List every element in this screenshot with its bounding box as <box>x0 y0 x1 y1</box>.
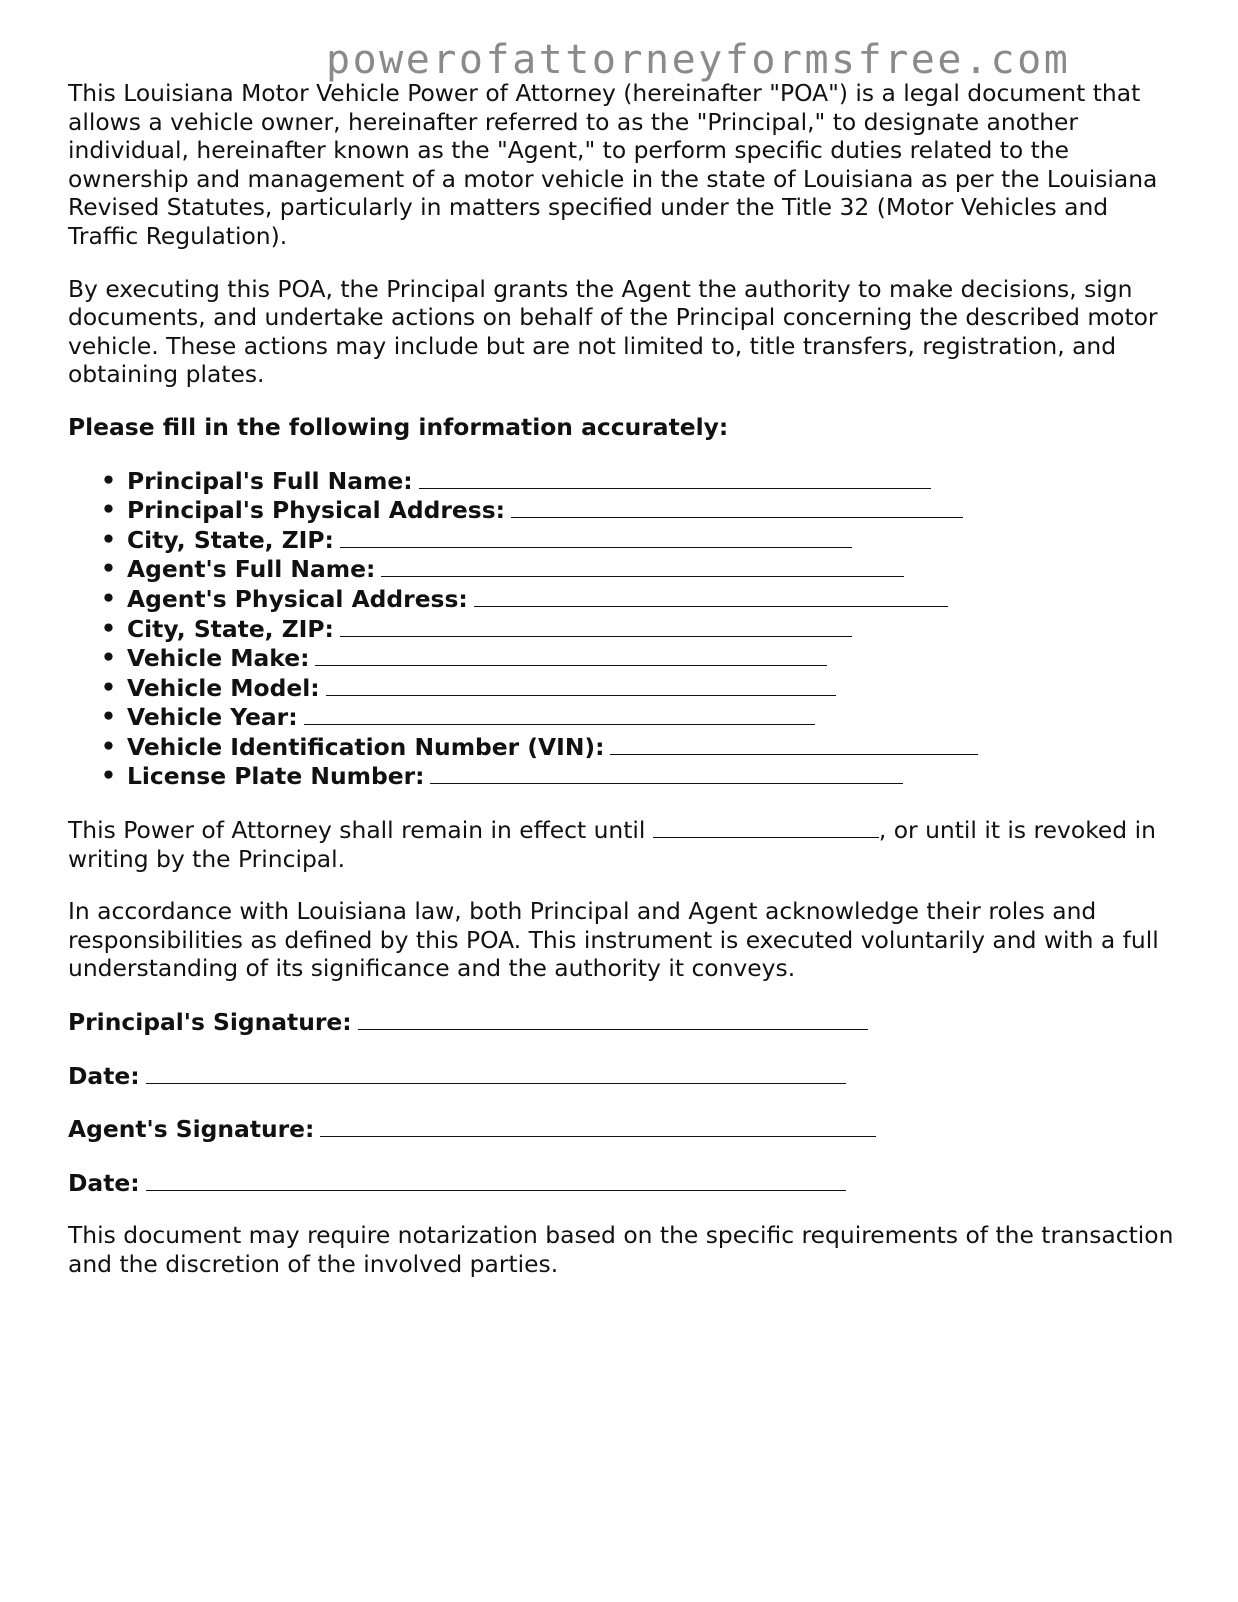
effect-paragraph <box>68 815 1183 873</box>
principal-address-field[interactable] <box>511 495 963 518</box>
field-label-principal-address: Principal's Physical Address: <box>127 496 505 525</box>
license-plate-field[interactable] <box>430 761 903 784</box>
bullet-icon: • <box>101 613 116 642</box>
intro-paragraph-1: This Louisiana Motor Vehicle Power of Attorney (hereinafter "POA") is a legal document that allows a vehicle owner, hereinafter referred to as the "Principal," to designate another individual, hereinafter known as the "Agent," to perform specific duties related to the ownership and management of a motor vehicle in the state of Louisiana as per the Louisiana Revised Statutes, particularly in matters specified under the Title 32 (Motor Vehicles and Traffic Regulation). <box>68 79 1158 250</box>
list-item <box>68 525 1183 555</box>
form-heading: Please fill in the following information accurately: <box>68 412 729 441</box>
bullet-icon: • <box>101 524 116 553</box>
intro-paragraph-2: By executing this POA, the Principal grants the Agent the authority to make decisions, sign documents, and undertake actions on behalf of the Principal concerning the described motor vehicle. These actions may include but are not limited to, title transfers, registration, and obtaining plates. <box>68 274 1158 389</box>
list-item <box>68 466 1183 496</box>
field-label-license-plate: License Plate Number: <box>127 762 425 791</box>
list-item <box>68 495 1183 525</box>
principal-date-field[interactable] <box>146 1061 846 1084</box>
principal-signature-label: Principal's Signature: <box>68 1008 352 1037</box>
watermark: powerofattorneyformsfree.com <box>326 37 1071 83</box>
effect-text-after: , or until it is revoked in writing by the Principal. <box>68 816 1156 873</box>
notarization-paragraph: This document may require notarization based on the specific requirements of the transaction and the discretion of the involved parties. <box>68 1221 1174 1278</box>
field-label-vehicle-model: Vehicle Model: <box>127 673 320 702</box>
document-body <box>68 79 1183 1303</box>
agent-name-field[interactable] <box>381 554 904 577</box>
field-label-agent-city-state-zip: City, State, ZIP: <box>127 614 334 643</box>
effect-until-date-field[interactable] <box>653 815 879 838</box>
field-label-principal-city-state-zip: City, State, ZIP: <box>127 525 334 554</box>
field-list <box>68 466 1183 792</box>
agent-address-field[interactable] <box>474 584 948 607</box>
acknowledgment-paragraph: In accordance with Louisiana law, both Principal and Agent acknowledge their roles and responsibilities as defined by this POA. This instrument is executed voluntarily and with a full understanding of its significance and the authority it conveys. <box>68 897 1159 983</box>
vin-field[interactable] <box>610 732 978 755</box>
list-item <box>68 554 1183 584</box>
list-item <box>68 643 1183 673</box>
principal-signature-field[interactable] <box>358 1007 868 1030</box>
field-label-agent-name: Agent's Full Name: <box>127 555 376 584</box>
effect-text-before: This Power of Attorney shall remain in effect until <box>68 816 653 845</box>
principal-date-line <box>68 1061 1183 1091</box>
list-item <box>68 761 1183 791</box>
bullet-icon: • <box>101 761 116 790</box>
vehicle-model-field[interactable] <box>326 673 836 696</box>
agent-signature-line <box>68 1114 1183 1144</box>
agent-signature-label: Agent's Signature: <box>68 1115 315 1144</box>
list-item <box>68 702 1183 732</box>
agent-date-label: Date: <box>68 1168 140 1197</box>
principal-name-field[interactable] <box>419 466 931 489</box>
agent-signature-field[interactable] <box>320 1114 876 1137</box>
bullet-icon: • <box>101 702 116 731</box>
bullet-icon: • <box>101 583 116 612</box>
principal-date-label: Date: <box>68 1061 140 1090</box>
field-label-agent-address: Agent's Physical Address: <box>127 584 468 613</box>
field-label-principal-name: Principal's Full Name: <box>127 466 413 495</box>
list-item <box>68 584 1183 614</box>
vehicle-make-field[interactable] <box>315 643 827 666</box>
field-label-vin: Vehicle Identification Number (VIN): <box>127 732 605 761</box>
bullet-icon: • <box>101 672 116 701</box>
principal-city-state-zip-field[interactable] <box>340 525 852 548</box>
bullet-icon: • <box>101 643 116 672</box>
principal-signature-line <box>68 1007 1183 1037</box>
list-item <box>68 673 1183 703</box>
bullet-icon: • <box>101 554 116 583</box>
list-item <box>68 614 1183 644</box>
field-label-vehicle-make: Vehicle Make: <box>127 644 310 673</box>
bullet-icon: • <box>101 465 116 494</box>
vehicle-year-field[interactable] <box>304 702 815 725</box>
bullet-icon: • <box>101 495 116 524</box>
list-item <box>68 732 1183 762</box>
agent-city-state-zip-field[interactable] <box>340 614 852 637</box>
bullet-icon: • <box>101 731 116 760</box>
agent-date-line <box>68 1168 1183 1198</box>
field-label-vehicle-year: Vehicle Year: <box>127 703 298 732</box>
agent-date-field[interactable] <box>146 1168 846 1191</box>
